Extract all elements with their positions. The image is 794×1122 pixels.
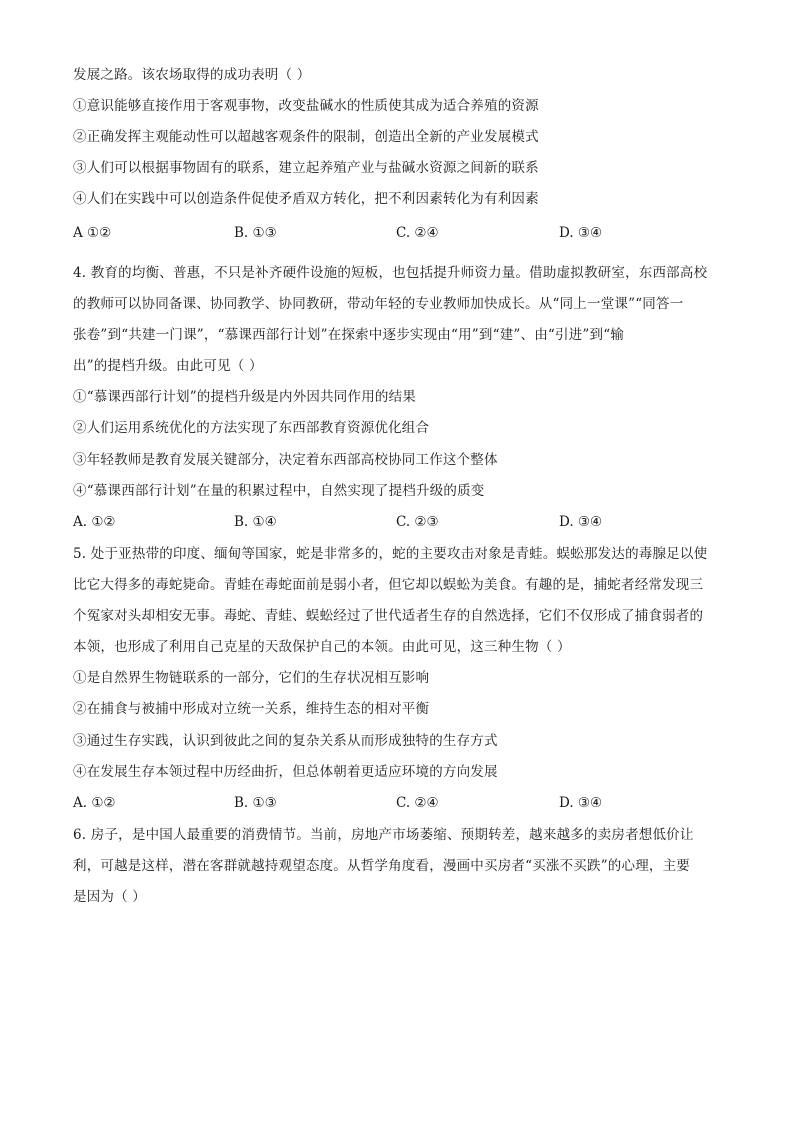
q5-stem-line-2: 比它大得多的毒蛇毙命。青蛙在毒蛇面前是弱小者，但它却以蜈蚣为美食。有趣的是，捕蛇者经常发现三	[73, 577, 704, 593]
q3-option-d: D. ③④	[559, 225, 603, 241]
q3-statement-4: ④人们在实践中可以创造条件促使矛盾双方转化，把不利因素转化为有利因素	[73, 191, 539, 207]
q5-option-b: B. ①③	[234, 795, 277, 811]
q5-option-c: C. ②④	[396, 795, 439, 811]
q3-option-c: C. ②④	[396, 225, 439, 241]
q3-option-b: B. ①③	[234, 225, 277, 241]
q5-option-a: A. ①②	[73, 795, 116, 811]
q5-option-d: D. ③④	[559, 795, 603, 811]
q3-option-a: A ①②	[73, 225, 112, 241]
q5-statement-2: ②在捕食与被捕中形成对立统一关系，维持生态的相对平衡	[73, 701, 430, 717]
q4-option-a: A. ①②	[73, 514, 116, 530]
q6-stem-line-3: 是因为（ ）	[73, 889, 146, 905]
q4-option-d: D. ③④	[559, 514, 603, 530]
q6-stem-line-2: 利，可越是这样，潜在客群就越持观望态度。从哲学角度看，漫画中买房者“买涨不买跌”的心理，主要	[73, 858, 691, 874]
q4-stem-line-1: 4. 教育的均衡、普惠，不只是补齐硬件设施的短板，也包括提升师资力量。借助虚拟教研室，东西部高校	[73, 265, 708, 281]
q3-stem-tail: 发展之路。该农场取得的成功表明（ ）	[73, 67, 311, 83]
q4-statement-2: ②人们运用系统优化的方法实现了东西部教育资源优化组合	[73, 420, 430, 436]
q3-statement-1: ①意识能够直接作用于客观事物，改变盐碱水的性质使其成为适合养殖的资源	[73, 98, 539, 114]
q4-option-b: B. ①④	[234, 514, 277, 530]
q6-stem-line-1: 6. 房子，是中国人最重要的消费情节。当前，房地产市场萎缩、预期转差，越来越多的卖房者想低价让	[73, 827, 694, 843]
q5-statement-3: ③通过生存实践，认识到彼此之间的复杂关系从而形成独特的生存方式	[73, 733, 498, 749]
q5-stem-line-1: 5. 处于亚热带的印度、缅甸等国家，蛇是非常多的，蛇的主要攻击对象是青蛙。蜈蚣那发达的毒腺足以使	[73, 546, 708, 562]
q4-statement-4: ④“慕课西部行计划”在量的积累过程中，自然实现了提档升级的质变	[73, 483, 485, 499]
q4-option-c: C. ②③	[396, 514, 439, 530]
q5-stem-line-4: 本领，也形成了利用自己克星的天敌保护自己的本领。由此可见，这三种生物（ ）	[73, 639, 571, 655]
q5-statement-4: ④在发展生存本领过程中历经曲折，但总体朝着更适应环境的方向发展	[73, 764, 498, 780]
q4-statement-1: ①“慕课西部行计划”的提档升级是内外因共同作用的结果	[73, 389, 417, 405]
q4-stem-line-3: 张卷”到“共建一门课”，“慕课西部行计划”在探索中逐步实现由“用”到“建”、由“引进”到“输	[73, 327, 625, 343]
q5-stem-line-3: 个冤家对头却相安无事。毒蛇、青蛙、蜈蚣经过了世代适者生存的自然选择，它们不仅形成了捕食弱者的	[73, 608, 704, 624]
q4-stem-line-4: 出”的提档升级。由此可见（ ）	[73, 358, 263, 374]
q5-statement-1: ①是自然界生物链联系的一部分，它们的生存状况相互影响	[73, 670, 430, 686]
q4-statement-3: ③年轻教师是教育发展关键部分，决定着东西部高校协同工作这个整体	[73, 452, 498, 468]
q3-statement-3: ③人们可以根据事物固有的联系，建立起养殖产业与盐碱水资源之间新的联系	[73, 160, 539, 176]
q4-stem-line-2: 的教师可以协同备课、协同教学、协同教研，带动年轻的专业教师加快成长。从“同上一堂课”“同答一	[73, 296, 684, 312]
q3-statement-2: ②正确发挥主观能动性可以超越客观条件的限制，创造出全新的产业发展模式	[73, 129, 539, 145]
